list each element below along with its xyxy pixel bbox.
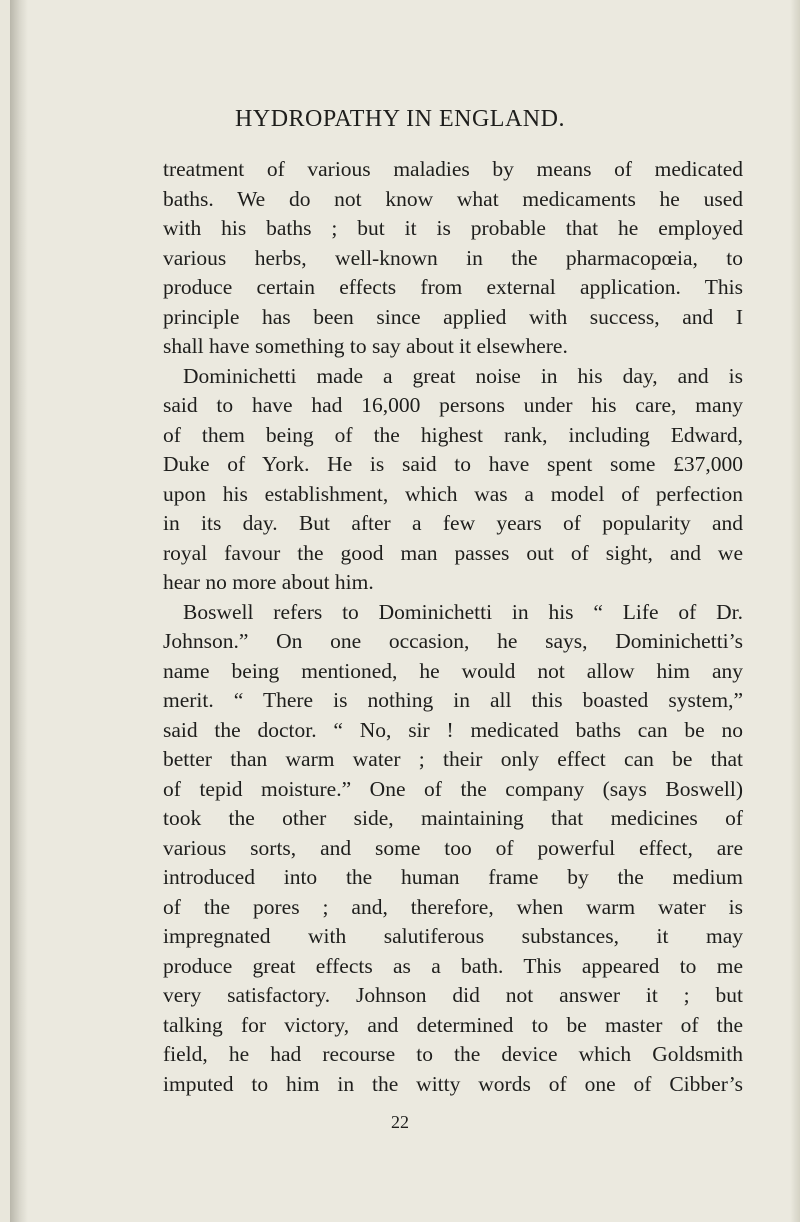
text-line: Duke of York. He is said to have spent some £37,000 [163, 452, 743, 476]
text-line: better than warm water ; their only effect can be that [163, 747, 743, 771]
text-line: Johnson.” On one occasion, he says, Dominichetti’s [163, 629, 743, 653]
text-line: various herbs, well-known in the pharmacopœia, to [163, 245, 743, 270]
text-line: of them being of the highest rank, including Edward, [163, 422, 743, 447]
text-line: of tepid moisture.” One of the company (says Boswell) [163, 776, 743, 801]
text-line: in its day. But after a few years of popularity and [163, 511, 743, 535]
text-line: of the pores ; and, therefore, when warm water is [163, 894, 743, 919]
gutter-shadow [10, 0, 28, 1222]
page-edge-shadow [790, 0, 800, 1222]
text-line: various sorts, and some too of powerful effect, are [163, 835, 743, 860]
text-line: produce great effects as a bath. This appeared to me [163, 953, 743, 978]
text-line: baths. We do not know what medicaments he used [163, 186, 743, 211]
text-line: royal favour the good man passes out of sight, and we [163, 540, 743, 565]
text-line: with his baths ; but it is probable that he employed [163, 216, 743, 240]
text-line: shall have something to say about it elsewhere. [163, 334, 568, 358]
text-line: impregnated with salutiferous substances, it may [163, 924, 743, 948]
text-line: treatment of various maladies by means of medicated [163, 157, 743, 181]
text-line: principle has been since applied with success, and I [163, 304, 743, 329]
text-line: took the other side, maintaining that medicines of [163, 806, 743, 830]
page-number: 22 [391, 1112, 409, 1132]
text-line: Dominichetti made a great noise in his day, and is [183, 363, 743, 388]
body-text [163, 155, 743, 1099]
text-line: field, he had recourse to the device which Goldsmith [163, 1042, 743, 1066]
text-line: upon his establishment, which was a model of perfection [163, 481, 743, 506]
text-line: said to have had 16,000 persons under his care, many [163, 393, 743, 417]
text-line: hear no more about him. [163, 570, 374, 594]
text-line: merit. “ There is nothing in all this boasted system,” [163, 688, 743, 712]
running-head: HYDROPATHY IN ENGLAND. [235, 106, 565, 132]
text-line: Boswell refers to Dominichetti in his “ Life of Dr. [183, 599, 743, 624]
text-line: introduced into the human frame by the medium [163, 865, 743, 889]
text-line: imputed to him in the witty words of one of Cibber’s [163, 1071, 743, 1096]
text-line: produce certain effects from external application. This [163, 275, 743, 299]
text-line: very satisfactory. Johnson did not answer it ; but [163, 983, 743, 1007]
text-line: name being mentioned, he would not allow him any [163, 658, 743, 683]
text-line: talking for victory, and determined to be master of the [163, 1012, 743, 1037]
text-line: said the doctor. “ No, sir ! medicated baths can be no [163, 717, 743, 742]
